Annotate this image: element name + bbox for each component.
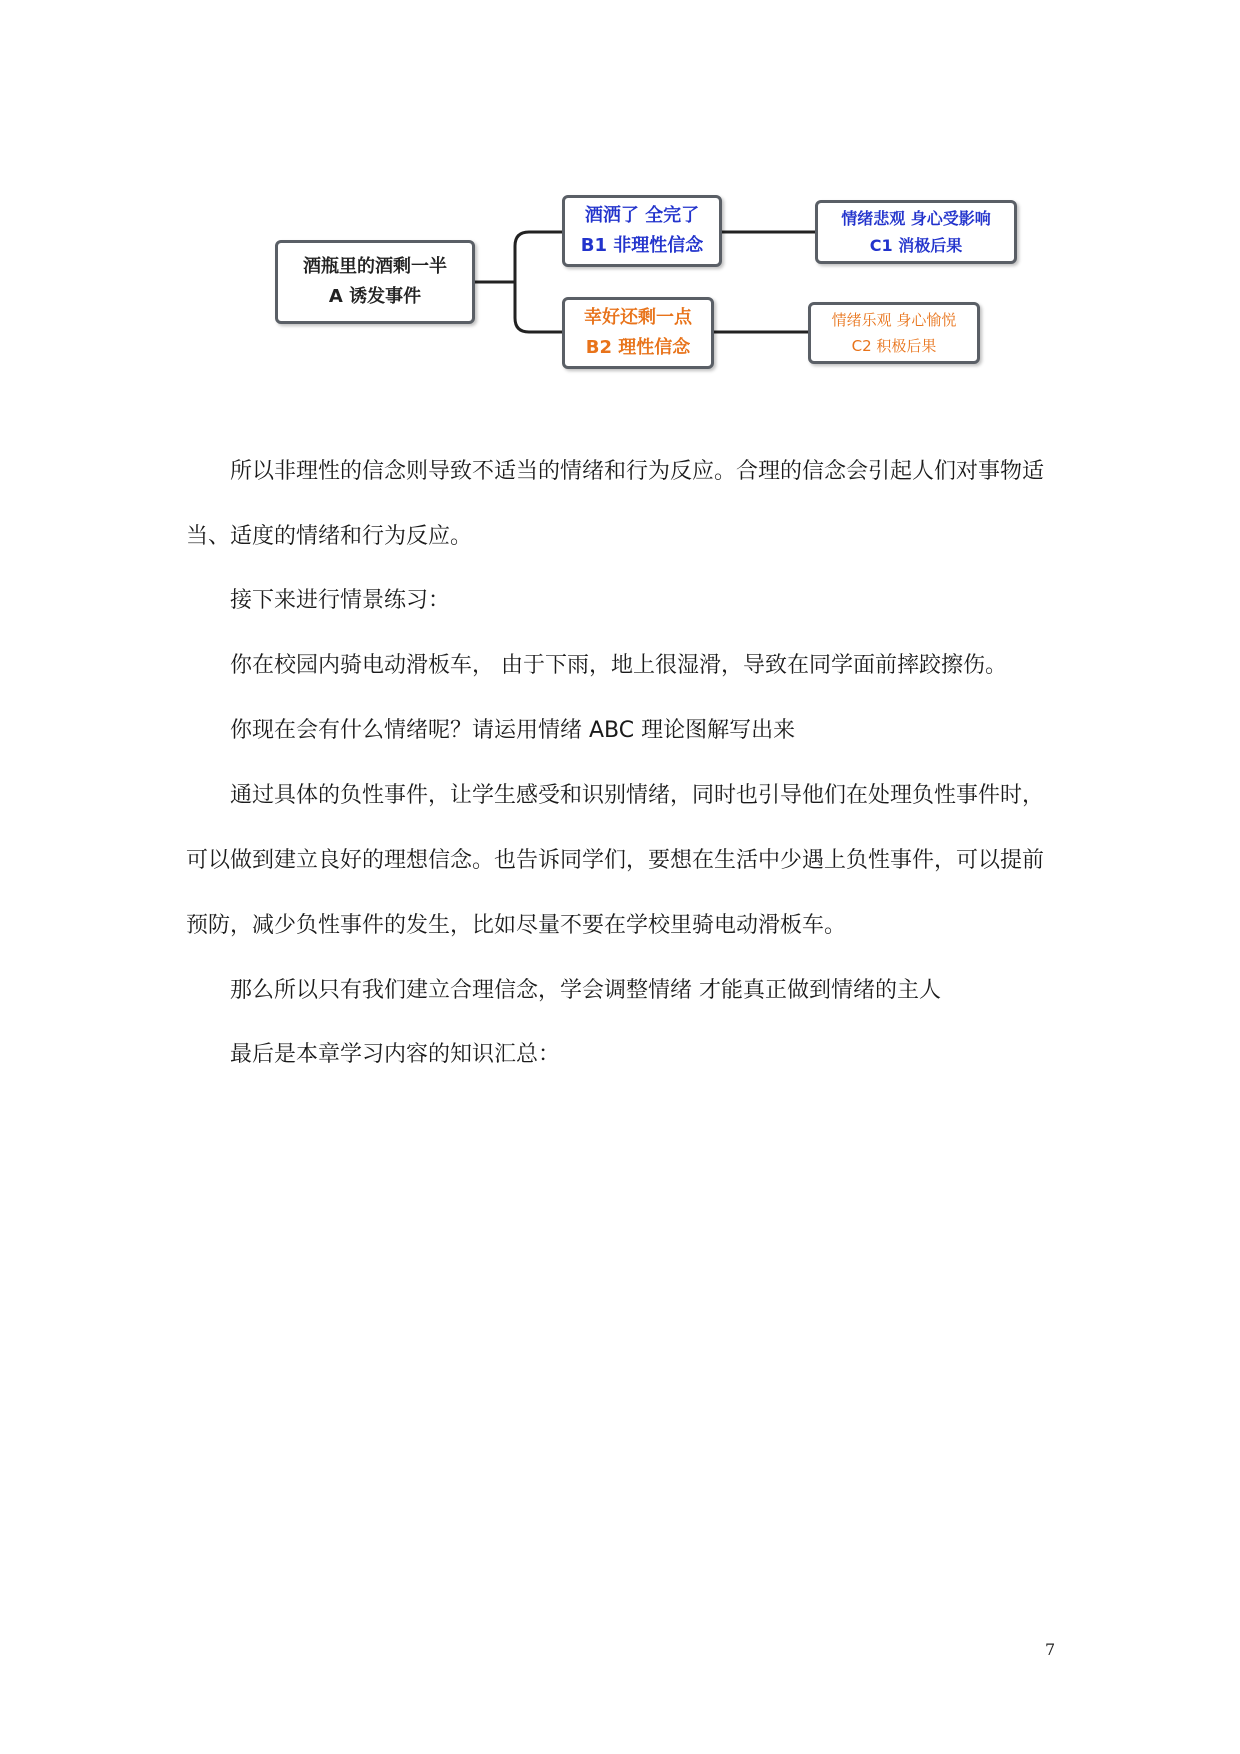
paragraph-1-line-1: 所以非理性的信念则导致不适当的情绪和行为反应。合理的信念会引起人们对事物适 — [230, 459, 1045, 484]
node-b1-line1: 酒洒了 全完了 — [584, 205, 700, 226]
paragraph-4: 你现在会有什么情绪呢？请运用情绪 ABC 理论图解写出来 — [230, 718, 796, 743]
node-b1-line2: B1 非理性信念 — [580, 235, 704, 256]
node-a-activating-event — [275, 240, 475, 324]
paragraph-1-line-2: 当、适度的情绪和行为反应。 — [186, 524, 473, 549]
node-c1-negative-consequence — [815, 200, 1017, 264]
node-b1-irrational-belief — [562, 195, 722, 267]
connector-a-to-b1 — [475, 232, 562, 282]
paragraph-3: 你在校园内骑电动滑板车， 由于下雨，地上很湿滑，导致在同学面前摔跤擦伤。 — [230, 653, 1007, 678]
paragraph-2: 接下来进行情景练习： — [230, 588, 451, 613]
paragraph-5-line-2: 可以做到建立良好的理想信念。也告诉同学们，要想在生活中少遇上负性事件，可以提前 — [186, 848, 1045, 873]
paragraph-7: 最后是本章学习内容的知识汇总： — [230, 1042, 561, 1067]
node-c1-line2: C1 消极后果 — [869, 236, 963, 255]
abc-theory-diagram — [0, 0, 1240, 400]
paragraph-5-line-1: 通过具体的负性事件，让学生感受和识别情绪，同时也引导他们在处理负性事件时， — [230, 783, 1045, 808]
paragraph-6: 那么所以只有我们建立合理信念，学会调整情绪 才能真正做到情绪的主人 — [230, 978, 941, 1003]
node-b2-rational-belief — [562, 297, 714, 369]
node-b2-line1: 幸好还剩一点 — [584, 307, 692, 328]
node-a-line1: 酒瓶里的酒剩一半 — [303, 256, 447, 277]
node-c2-line1: 情绪乐观 身心愉悦 — [831, 311, 957, 329]
paragraph-5-line-3: 预防，减少负性事件的发生，比如尽量不要在学校里骑电动滑板车。 — [186, 913, 847, 938]
node-c1-line1: 情绪悲观 身心受影响 — [841, 209, 991, 228]
connector-a-to-b2 — [475, 282, 562, 332]
node-c2-positive-consequence — [808, 302, 980, 364]
node-a-line2: A 诱发事件 — [328, 286, 422, 307]
page-number: 7 — [1045, 1640, 1056, 1659]
node-c2-line2: C2 积极后果 — [851, 337, 937, 355]
node-b2-line2: B2 理性信念 — [585, 337, 691, 358]
